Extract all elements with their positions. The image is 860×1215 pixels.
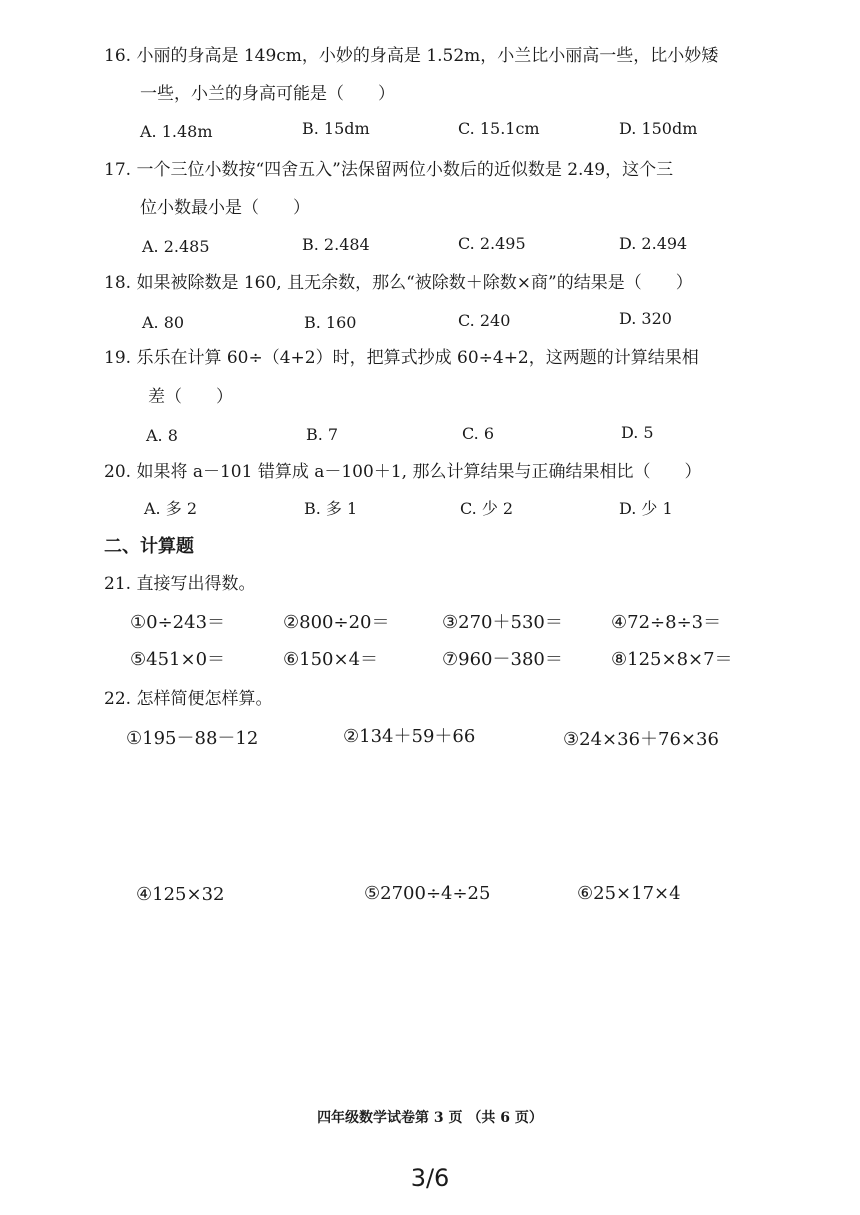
q18-option-b: B. 160: [304, 313, 357, 332]
q18-option-c: C. 240: [458, 311, 511, 330]
q18-option-d: D. 320: [619, 309, 672, 328]
q21-item: ①0÷243＝: [130, 612, 226, 633]
q19-option-c: C. 6: [462, 424, 495, 443]
q22-item: ⑤2700÷4÷25: [364, 883, 491, 904]
q17-option-a: A. 2.485: [142, 237, 210, 256]
q16-option-b: B. 15dm: [302, 119, 370, 138]
q19-line1: 19. 乐乐在计算 60÷（4+2）时，把算式抄成 60÷4+2，这两题的计算结果相: [104, 348, 699, 368]
q21-prompt: 21. 直接写出得数。: [104, 574, 256, 594]
q21-item: ③270＋530＝: [442, 612, 563, 633]
q17-option-c: C. 2.495: [458, 234, 526, 253]
q21-item: ④72÷8÷3＝: [611, 612, 722, 633]
q16-option-a: A. 1.48m: [140, 122, 213, 141]
q22-item: ③24×36＋76×36: [563, 729, 719, 750]
q17-line1: 17. 一个三位小数按“四舍五入”法保留两位小数后的近似数是 2.49，这个三: [104, 160, 674, 180]
q21-item: ②800÷20＝: [283, 612, 390, 633]
q20-option-c: C. 少 2: [460, 499, 514, 518]
page-footer: 四年级数学试卷第 3 页 （共 6 页）: [317, 1110, 543, 1126]
q22-item: ①195－88－12: [126, 728, 259, 749]
q20-line1: 20. 如果将 a－101 错算成 a－100＋1, 那么计算结果与正确结果相比（ ）: [104, 462, 702, 482]
q16-option-d: D. 150dm: [619, 119, 698, 138]
q19-option-d: D. 5: [621, 423, 654, 442]
q20-option-d: D. 少 1: [619, 499, 673, 518]
q20-option-a: A. 多 2: [144, 499, 197, 518]
q19-option-b: B. 7: [306, 425, 339, 444]
page-indicator: 3/6: [410, 1164, 450, 1192]
section-title-calculation: 二、计算题: [104, 536, 194, 557]
q22-item: ⑥25×17×4: [577, 883, 681, 904]
q21-item: ⑧125×8×7＝: [611, 649, 733, 670]
q22-prompt: 22. 怎样简便怎样算。: [104, 689, 273, 709]
q21-item: ⑤451×0＝: [130, 649, 226, 670]
q22-item: ④125×32: [136, 884, 225, 905]
q22-item: ②134＋59＋66: [343, 726, 476, 747]
q16-line1: 16. 小丽的身高是 149cm，小妙的身高是 1.52m，小兰比小丽高一些，比小妙矮: [104, 46, 719, 66]
q21-item: ⑦960－380＝: [442, 649, 563, 670]
q18-line1: 18. 如果被除数是 160, 且无余数，那么“被除数＋除数×商”的结果是（ ）: [104, 273, 693, 293]
q20-option-b: B. 多 1: [304, 499, 358, 518]
q17-option-b: B. 2.484: [302, 235, 370, 254]
q17-option-d: D. 2.494: [619, 234, 688, 253]
q16-line2: 一些，小兰的身高可能是（ ）: [140, 84, 395, 104]
q18-option-a: A. 80: [142, 313, 185, 332]
q19-line2: 差（ ）: [148, 387, 233, 407]
q16-option-c: C. 15.1cm: [458, 119, 540, 138]
q19-option-a: A. 8: [146, 426, 178, 445]
q17-line2: 位小数最小是（ ）: [140, 198, 310, 218]
q21-item: ⑥150×4＝: [283, 649, 379, 670]
